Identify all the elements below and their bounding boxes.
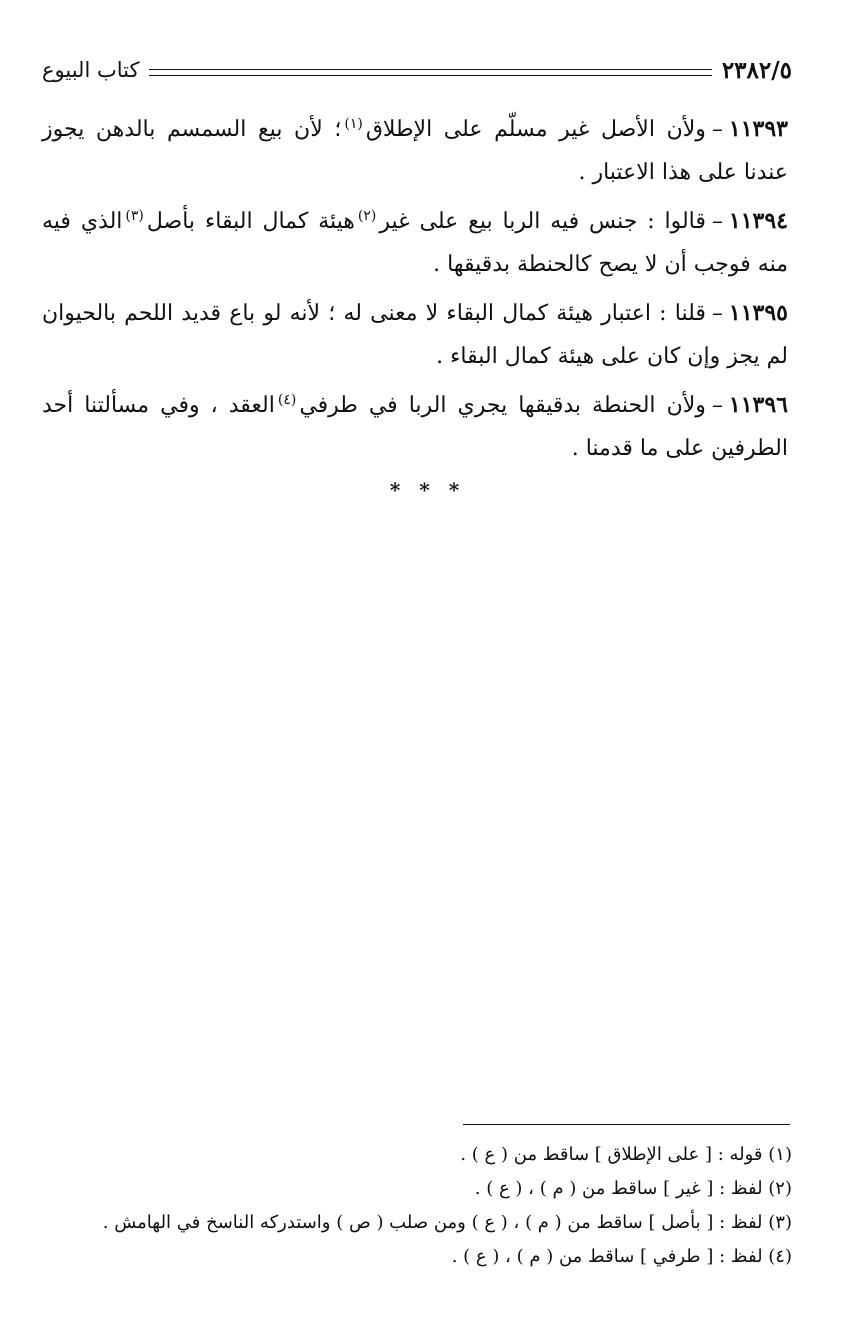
paragraph-dash: – [711, 301, 723, 326]
paragraph-text: ولأن الحنطة بدقيقها يجري الربا في طرفي [299, 393, 706, 418]
footnotes [42, 1138, 792, 1274]
paragraph-11396 [42, 384, 788, 470]
paragraph-dash: – [711, 393, 723, 418]
paragraph-number: ١١٣٩٣ [728, 116, 788, 142]
running-header [42, 50, 792, 90]
footnote-1: (١) قوله : [ على الإطلاق ] ساقط من ( ع ) . [460, 1144, 792, 1165]
footnote-ref: (٤) [277, 391, 297, 408]
paragraph-11393 [42, 108, 788, 194]
section-separator: * * * [389, 478, 466, 502]
footnote-ref: (٣) [125, 207, 144, 224]
paragraph-text: العقد ، وفي مسألتنا أحد الطرفين على ما قدمنا . [42, 393, 788, 461]
paragraph-number: ١١٣٩٥ [728, 300, 788, 326]
footnote-rule [463, 1124, 790, 1125]
paragraph-text: الذي فيه منه فوجب أن لا يصح كالحنطة بدقيقها . [42, 209, 788, 277]
paragraph-11395 [42, 292, 788, 378]
footnote-ref: (١) [344, 115, 363, 132]
footnote-ref: (٢) [357, 207, 377, 224]
paragraph-dash: – [711, 117, 723, 142]
footnote-3: (٣) لفظ : [ بأصل ] ساقط من ( م ) ، ( ع ) ومن صلب ( ص ) واستدركه الناسخ في الهامش . [102, 1212, 792, 1233]
page-number: ٢٣٨٢/٥ [721, 56, 792, 84]
paragraph-text: ولأن الأصل غير مسلّم على الإطلاق [365, 117, 706, 142]
footnote-2: (٢) لفظ : [ غير ] ساقط من ( م ) ، ( ع ) . [474, 1178, 792, 1199]
paragraph-number: ١١٣٩٦ [728, 392, 788, 418]
footnote-4: (٤) لفظ : [ طرفي ] ساقط من ( م ) ، ( ع ) . [451, 1246, 792, 1267]
paragraph-text: قلنا : اعتبار هيئة كمال البقاء لا معنى له ؛ لأنه لو باع قديد اللحم بالحيوان لم يجز وإن كان على هيئة كمال البقاء . [42, 301, 788, 369]
header-rule [149, 69, 711, 76]
paragraph-text: ؛ لأن بيع السمسم بالدهن يجوز عندنا على هذا الاعتبار . [42, 117, 788, 185]
paragraph-11394 [42, 200, 788, 286]
main-text [42, 108, 788, 476]
paragraph-dash: – [711, 209, 723, 234]
paragraph-text: قالوا : جنس فيه الربا بيع على غير [379, 209, 706, 234]
paragraph-text: هيئة كمال البقاء بأصل [146, 209, 355, 234]
book-title: كتاب البيوع [42, 58, 140, 82]
paragraph-number: ١١٣٩٤ [728, 208, 788, 234]
